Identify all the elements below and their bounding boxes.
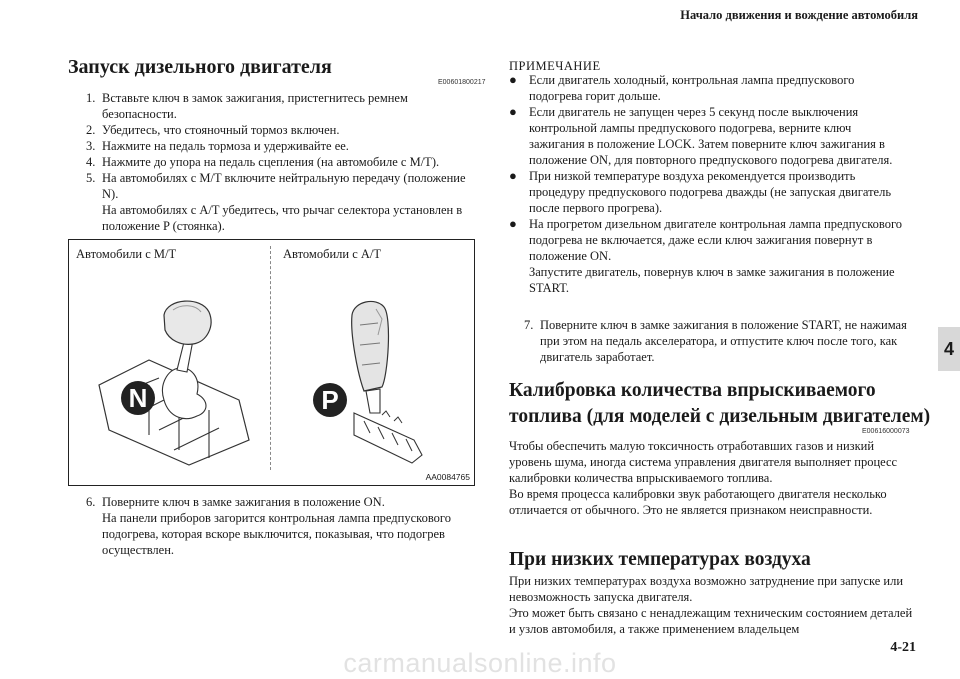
steps-list-b — [86, 494, 478, 558]
section-code: E00616000073 — [862, 428, 910, 435]
section-heading-diesel-start: Запуск дизельного двигателя — [68, 56, 332, 78]
list-item: 2. Убедитесь, что стояночный тормоз включен. — [86, 123, 340, 137]
section-heading-fuel-calibration: Калибровка количества впрыскиваемого топлива (для моделей с дизельным двигателем) — [509, 380, 931, 427]
section-code: E00601800217 — [438, 79, 486, 86]
figure-divider — [270, 246, 271, 470]
list-item: 1. Вставьте ключ в замок зажигания, пристегнитесь ремнем безопасности. — [86, 91, 408, 121]
low-temperature-text — [509, 573, 919, 637]
watermark: carmanualsonline.info — [343, 648, 617, 678]
section-heading-low-temperature: При низких температурах воздуха — [509, 549, 811, 570]
figure-label-mt: Автомобили с M/T — [76, 247, 177, 261]
bullet-icon: ● — [509, 104, 517, 119]
calibration-text — [509, 438, 919, 518]
figure-code: AA0084765 — [425, 472, 470, 482]
page-number: 4-21 — [890, 640, 916, 655]
neutral-badge: N — [121, 381, 155, 415]
chapter-tab[interactable]: 4 — [938, 327, 960, 371]
manual-shift-lever-illustration — [89, 290, 264, 470]
list-item: ● Если двигатель не запущен через 5 секунд после выключения контрольной лампы предпускового подогрева, верните ключ зажигания в положение LOCK. Затем поверните ключ зажигания в положение ON, для повторного предпускового подогрева двигателя. — [509, 104, 893, 167]
gear-lever-figure — [68, 239, 475, 486]
low-temp-paragraph-1: При низких температурах воздуха возможно затруднение при запуске или невозможность запуска двигателя. — [509, 574, 904, 604]
notes-list — [509, 72, 904, 296]
bullet-icon: ● — [509, 216, 517, 231]
list-item: 6. Поверните ключ в замке зажигания в положение ON. На панели приборов загорится контрольная лампа предпускового подогрева, которая вскоре выключится, показывая, что подогрев осуществлен. — [86, 495, 451, 557]
bullet-icon: ● — [509, 168, 517, 183]
list-item: 4. Нажмите до упора на педаль сцепления (на автомобиле с M/T). — [86, 155, 440, 169]
list-item: ● Если двигатель холодный, контрольная лампа предпускового подогрева горит дольше. — [509, 72, 855, 103]
list-item: 7. Поверните ключ в замке зажигания в положение START, не нажимая при этом на педаль акселератора, и отпустите ключ после того, как двигатель заработает. — [524, 318, 907, 364]
steps-list-a — [86, 90, 478, 234]
list-item: ● На прогретом дизельном двигателе контрольная лампа предпускового подогрева не включается, даже если ключ зажигания повернут в положение ON. Запустите двигатель, повернув ключ в замке зажигания в положение START. — [509, 216, 903, 295]
running-header: Начало движения и вождение автомобиля — [680, 8, 918, 22]
list-item: 3. Нажмите на педаль тормоза и удерживайте ее. — [86, 139, 349, 153]
note-title: ПРИМЕЧАНИЕ — [509, 59, 601, 73]
step-7 — [524, 317, 914, 365]
bullet-icon: ● — [509, 72, 517, 87]
calibration-paragraph-2: Во время процесса калибровки звук работающего двигателя несколько отличается от обычного. Это не является признаком неисправности. — [509, 487, 887, 517]
calibration-paragraph-1: Чтобы обеспечить малую токсичность отработавших газов и низкий уровень шума, иногда система управления двигателя выполняет процесс калибровки количества впрыскиваемого топлива. — [509, 439, 898, 485]
list-item: 5. На автомобилях с M/T включите нейтральную передачу (положение N). На автомобилях с A/T убедитесь, что рычаг селектора установлен в положение P (стоянка). — [86, 171, 466, 233]
figure-label-at: Автомобили с A/T — [283, 247, 381, 261]
list-item: ● При низкой температуре воздуха рекомендуется производить процедуру предпускового подогрева дважды (не запуская двигатель после первого прогрева). — [509, 168, 892, 215]
automatic-selector-lever-illustration — [324, 295, 444, 470]
low-temp-paragraph-2: Это может быть связано с ненадлежащим техническим состоянием деталей и узлов автомобиля, а также применением владельцем — [509, 606, 913, 636]
park-badge: P — [313, 383, 347, 417]
